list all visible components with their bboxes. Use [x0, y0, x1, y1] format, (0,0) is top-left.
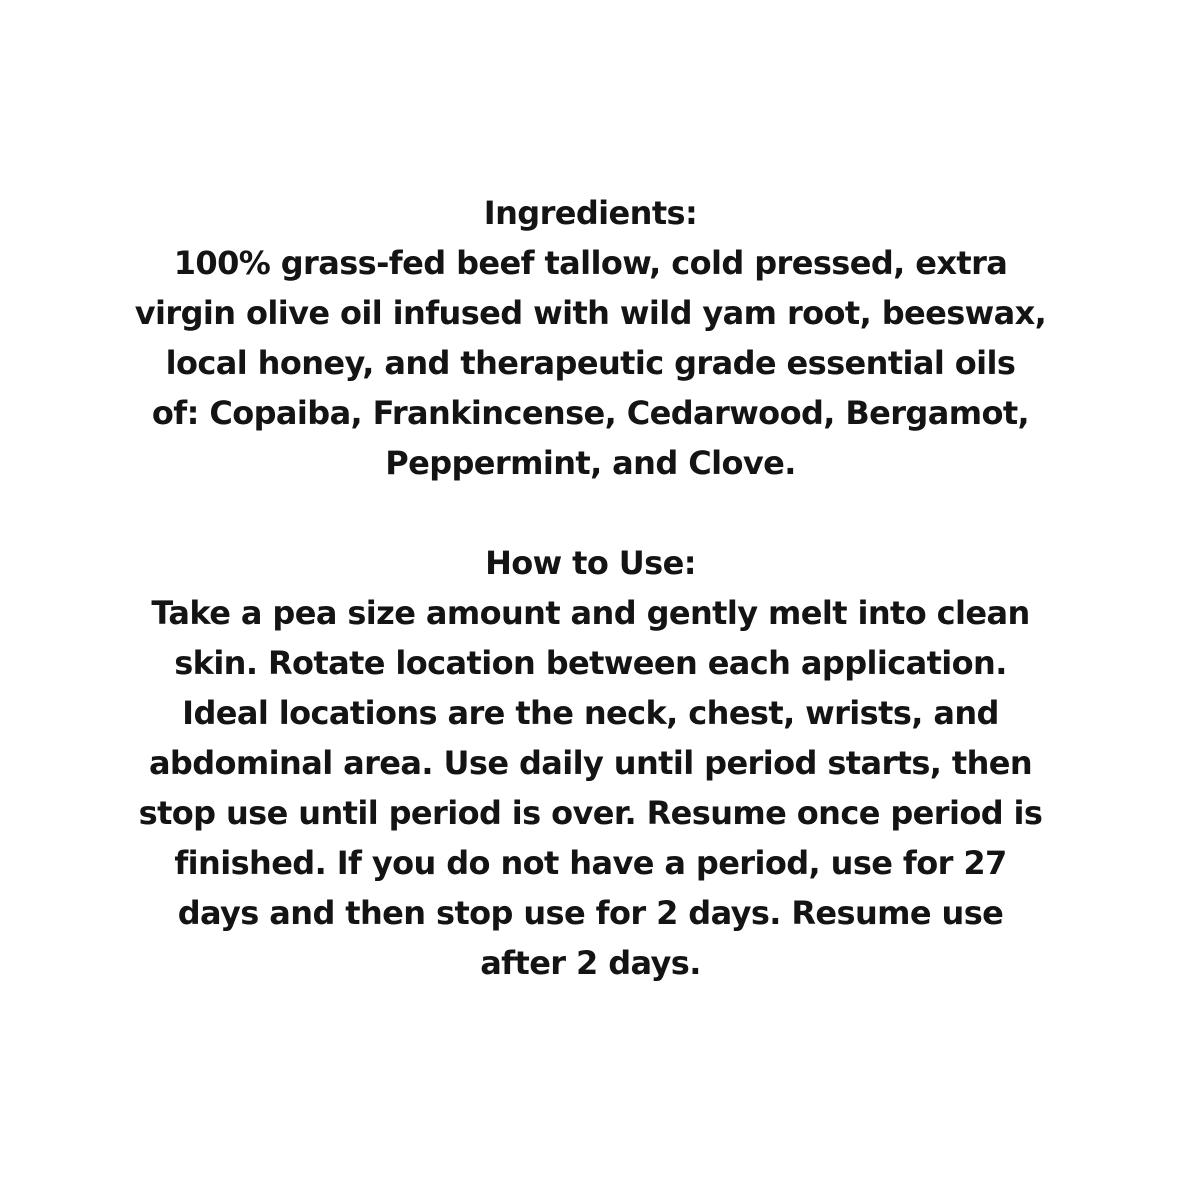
ingredients-line: local honey, and therapeutic grade essential oils	[165, 344, 1016, 382]
how-to-use-heading: How to Use:	[485, 544, 696, 582]
ingredients-section	[0, 188, 1181, 488]
how-to-use-line: abdominal area. Use daily until period starts, then	[148, 744, 1033, 782]
ingredients-line: of: Copaiba, Frankincense, Cedarwood, Bergamot,	[151, 394, 1030, 432]
how-to-use-line: finished. If you do not have a period, use for 27	[174, 844, 1007, 882]
how-to-use-line: skin. Rotate location between each application.	[174, 644, 1007, 682]
how-to-use-line: stop use until period is over. Resume once period is	[138, 794, 1043, 832]
how-to-use-line: days and then stop use for 2 days. Resume use	[177, 894, 1004, 932]
ingredients-line: Peppermint, and Clove.	[385, 444, 796, 482]
section-spacer	[0, 488, 1181, 538]
product-info-text	[0, 188, 1181, 988]
how-to-use-line: after 2 days.	[480, 944, 701, 982]
how-to-use-line: Ideal locations are the neck, chest, wrists, and	[182, 694, 999, 732]
ingredients-line: 100% grass-fed beef tallow, cold pressed, extra	[173, 244, 1008, 282]
how-to-use-section	[0, 538, 1181, 988]
ingredients-line: virgin olive oil infused with wild yam root, beeswax,	[134, 294, 1047, 332]
how-to-use-line: Take a pea size amount and gently melt into clean	[151, 594, 1030, 632]
ingredients-heading: Ingredients:	[483, 194, 698, 232]
